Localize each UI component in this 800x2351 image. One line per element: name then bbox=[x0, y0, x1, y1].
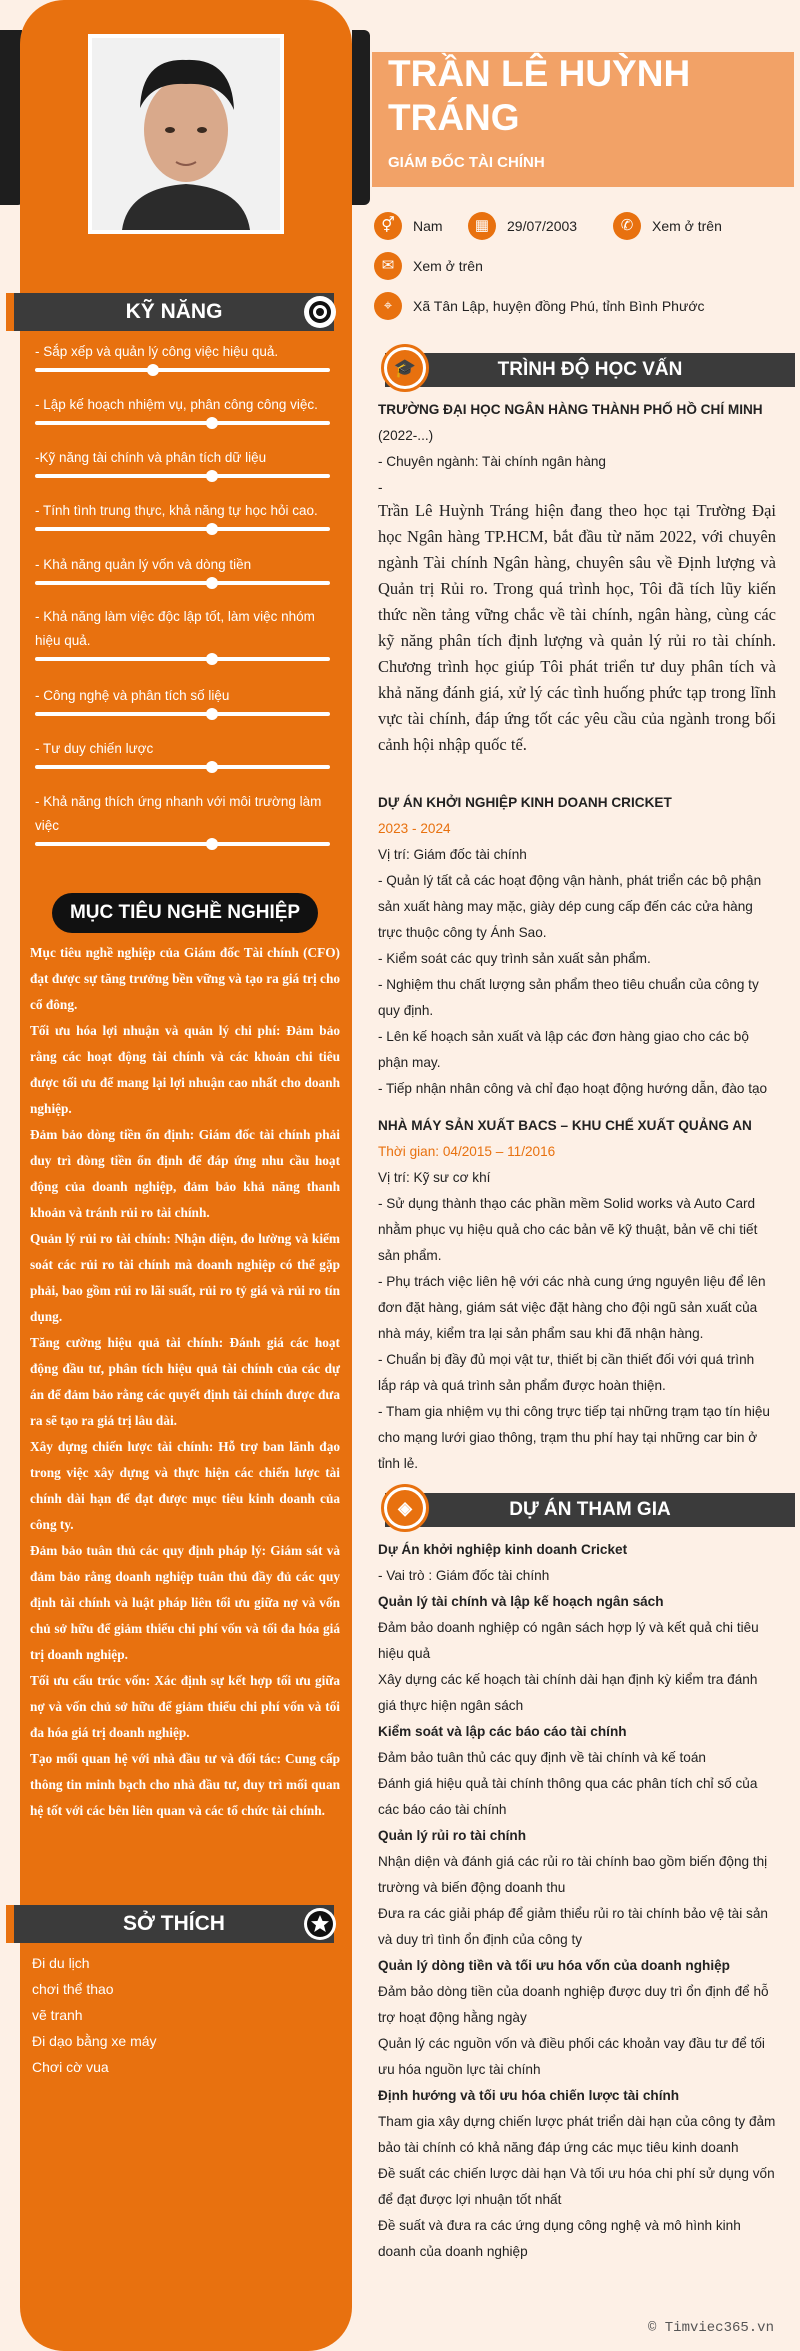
hobby-item: Đi du lịch bbox=[32, 1955, 90, 1971]
project-group-title: Quản lý rủi ro tài chính bbox=[378, 1828, 527, 1843]
education-description: Trần Lê Huỳnh Tráng hiện đang theo học tại Trường Đại học Ngân hàng TP.HCM, bắt đầu từ năm 2022, với chuyên ngành Tài chính Ngân hàng, chuyên sâu về Định lượng và Quản trị Rủi ro. Trong quá trình học, Tôi đã tích lũy kiến thức nền tảng vững chắc về tài chính, ngân hàng, cùng các kỹ năng phân tích định lượng và quản lý rủi ro tài chính. Chương trình học giúp Tôi phát triển tư duy phân tích và khả năng đánh giá, xử lý các tình huống phức tạp trong lĩnh vực tài chính, đáp ứng tốt các yêu cầu của ngành trong bối cảnh hội nhập quốc tế. bbox=[378, 501, 776, 754]
left-accent-bar bbox=[0, 30, 22, 205]
goal-paragraph: Tăng cường hiệu quả tài chính: Đánh giá các hoạt động đầu tư, phân tích hiệu quả tài chính của các dự án để đảm bảo rằng các quyết định tài chính được đưa ra sẽ tạo ra giá trị lâu dài. bbox=[30, 1335, 340, 1428]
graduation-cap-icon: 🎓 bbox=[381, 344, 429, 392]
experience-duty: - Chuẩn bị đầy đủ mọi vật tư, thiết bị cần thiết đối với quá trình lắp ráp và quá trình sản phẩm được hoàn thiện. bbox=[378, 1352, 755, 1393]
experience-2 bbox=[378, 1113, 776, 1477]
experience-duty: - Sử dụng thành thạo các phần mềm Solid works và Auto Card nhằm phục vụ hiệu quả cho các bản vẽ kỹ thuật, bản vẽ chi tiết sản phẩm. bbox=[378, 1196, 758, 1263]
hobbies-heading bbox=[14, 1905, 334, 1943]
job-title: GIÁM ĐỐC TÀI CHÍNH bbox=[388, 154, 545, 171]
skill-label: - Khả năng quản lý vốn và dòng tiền bbox=[35, 557, 252, 572]
calendar-icon: ▦ bbox=[468, 212, 496, 240]
location-icon: ⌖ bbox=[374, 292, 402, 320]
project-group-line: Đảm bảo doanh nghiệp có ngân sách hợp lý và kết quả chi tiêu hiệu quả bbox=[378, 1620, 759, 1661]
experience-period: Thời gian: 04/2015 – 11/2016 bbox=[378, 1144, 556, 1159]
skill-label: - Khả năng thích ứng nhanh với môi trường làm việc bbox=[35, 794, 322, 833]
skill-label: - Khả năng làm việc độc lập tốt, làm việc nhóm hiệu quả. bbox=[35, 609, 315, 648]
goals-text bbox=[30, 940, 340, 1824]
project-group-line: Đảm bảo tuân thủ các quy định về tài chính và kế toán bbox=[378, 1750, 706, 1765]
goal-paragraph: Xây dựng chiến lược tài chính: Hỗ trợ ban lãnh đạo trong việc xây dựng và thực hiện các chiến lược tài chính dài hạn để đạt được mục tiêu kinh doanh của công ty. bbox=[30, 1439, 340, 1532]
skills-heading bbox=[14, 293, 334, 331]
skill-item bbox=[35, 446, 335, 470]
experience-period: 2023 - 2024 bbox=[378, 821, 451, 836]
experience-role: Vị trí: Giám đốc tài chính bbox=[378, 847, 527, 862]
experience-company: DỰ ÁN KHỞI NGHIỆP KINH DOANH CRICKET bbox=[378, 795, 672, 810]
right-accent-bar bbox=[352, 30, 370, 205]
project-group-title: Định hướng và tối ưu hóa chiến lược tài chính bbox=[378, 2088, 680, 2103]
experience-1 bbox=[378, 790, 776, 1102]
goal-paragraph: Đảm bảo dòng tiền ổn định: Giám đốc tài chính phải duy trì dòng tiền ổn định để đáp ứng nhu cầu hoạt động của doanh nghiệp, đảm bảo khả năng thanh khoản và tránh rủi ro tài chính. bbox=[30, 1127, 340, 1220]
skill-level-knob bbox=[147, 364, 159, 376]
gear-icon bbox=[304, 296, 336, 328]
hobbies-list bbox=[32, 1950, 157, 2080]
skill-level-bar bbox=[35, 712, 330, 716]
hobby-item: vẽ tranh bbox=[32, 2007, 83, 2023]
experience-duty: - Tiếp nhận nhân công và chỉ đạo hoạt động hướng dẫn, đào tạo bbox=[378, 1081, 768, 1096]
education-major: - Chuyên ngành: Tài chính ngân hàng bbox=[378, 454, 606, 469]
project-role: - Vai trò : Giám đốc tài chính bbox=[378, 1568, 550, 1583]
experience-duty: - Phụ trách việc liên hệ với các nhà cung ứng nguyên liệu để lên đơn đặt hàng, giám sát việc đặt hàng cho đội ngũ sản xuất của nhà máy, kiểm tra lại sản phẩm sau khi đã nhận hàng. bbox=[378, 1274, 766, 1341]
footer-credit: © Timviec365.vn bbox=[647, 2320, 774, 2336]
project-group-line: Xây dựng các kế hoạch tài chính dài hạn định kỳ kiểm tra đánh giá thực hiện ngân sách bbox=[378, 1672, 758, 1713]
skills-heading-text: KỸ NĂNG bbox=[125, 300, 223, 323]
layers-icon: ◈ bbox=[381, 1484, 429, 1532]
skill-label: - Sắp xếp và quản lý công việc hiệu quả. bbox=[35, 344, 279, 359]
skill-item bbox=[35, 340, 335, 364]
experience-duty: - Quản lý tất cả các hoạt động vận hành, phát triển các bộ phận sản xuất hàng may mặc, giày dép cung cấp đến các cửa hàng trực thuộc công ty Ánh Sao. bbox=[378, 873, 762, 940]
hobby-item: Chơi cờ vua bbox=[32, 2059, 109, 2075]
phone-icon: ✆ bbox=[613, 212, 641, 240]
project-group-line: Quản lý các nguồn vốn và điều phối các khoản vay đầu tư để tối ưu hóa nguồn lực tài chính bbox=[378, 2036, 765, 2077]
dob-value: 29/07/2003 bbox=[507, 218, 578, 234]
candidate-name: TRẦN LÊ HUỲNH TRÁNG bbox=[388, 53, 691, 138]
goal-paragraph: Tối ưu hóa lợi nhuận và quản lý chi phí: Đảm bảo rằng các hoạt động tài chính và các khoản chi tiêu được tối ưu để mang lại lợi nhuận cao nhất cho doanh nghiệp. bbox=[30, 1023, 340, 1116]
experience-duty: - Kiểm soát các quy trình sản xuất sản phẩm. bbox=[378, 951, 651, 966]
avatar-icon bbox=[92, 38, 280, 230]
school-name: TRƯỜNG ĐẠI HỌC NGÂN HÀNG THÀNH PHỐ HỒ CHÍ MINH bbox=[378, 402, 763, 417]
skill-level-knob bbox=[206, 761, 218, 773]
experience-duty: - Lên kế hoạch sản xuất và lập các đơn hàng giao cho các bộ phận may. bbox=[378, 1029, 749, 1070]
project-group-title: Kiểm soát và lập các báo cáo tài chính bbox=[378, 1724, 627, 1739]
skill-level-bar bbox=[35, 368, 330, 372]
education-dash: - bbox=[378, 480, 383, 495]
skill-label: - Lập kế hoạch nhiệm vụ, phân công công việc. bbox=[35, 397, 318, 412]
skill-level-bar bbox=[35, 765, 330, 769]
skill-level-knob bbox=[206, 417, 218, 429]
phone-value: Xem ở trên bbox=[652, 218, 722, 234]
gender-value: Nam bbox=[413, 218, 443, 234]
projects-block bbox=[378, 1537, 776, 2265]
goal-paragraph: Quản lý rủi ro tài chính: Nhận diện, đo lường và kiểm soát các rủi ro tài chính mà doanh nghiệp có thể gặp phải, bao gồm rủi ro lãi suất, rủi ro tỷ giá và rủi ro tín dụng. bbox=[30, 1231, 340, 1324]
skill-item bbox=[35, 393, 335, 417]
experience-duty: - Tham gia nhiệm vụ thi công trực tiếp tại những trạm tạo tín hiệu cho mạng lưới giao thông, trạm thu phí hay tại những car bin ở tỉnh lẻ. bbox=[378, 1404, 770, 1471]
project-group-line: Nhận diện và đánh giá các rủi ro tài chính bao gồm biến động thị trường và biến động doanh thu bbox=[378, 1854, 768, 1895]
skill-level-bar bbox=[35, 657, 330, 661]
project-group-title: Quản lý tài chính và lập kế hoạch ngân sách bbox=[378, 1594, 664, 1609]
goal-paragraph: Đảm bảo tuân thủ các quy định pháp lý: Giám sát và đảm bảo rằng doanh nghiệp tuân thủ đầy đủ các quy định tài chính và luật pháp liên tối ưu giữa nợ và vốn chủ sở hữu để giảm thiểu chi phí vốn và tối đa hóa giá trị doanh nghiệp. bbox=[30, 1543, 340, 1662]
hobby-item: Đi dạo bằng xe máy bbox=[32, 2033, 157, 2049]
address-value: Xã Tân Lập, huyện đồng Phú, tỉnh Bình Phước bbox=[413, 298, 705, 314]
skill-label: - Tính tình trung thực, khả năng tự học hỏi cao. bbox=[35, 503, 318, 518]
skill-level-knob bbox=[206, 577, 218, 589]
star-icon bbox=[304, 1908, 336, 1940]
projects-heading bbox=[385, 1493, 795, 1527]
project-group-title: Quản lý dòng tiền và tối ưu hóa vốn của doanh nghiệp bbox=[378, 1958, 730, 1973]
skill-level-bar bbox=[35, 474, 330, 478]
education-period: (2022-...) bbox=[378, 428, 434, 443]
gender-icon: ⚥ bbox=[374, 212, 402, 240]
profile-photo bbox=[88, 34, 284, 234]
experience-duty: - Nghiệm thu chất lượng sản phẩm theo tiêu chuẩn của công ty quy định. bbox=[378, 977, 759, 1018]
skill-item bbox=[35, 499, 335, 523]
project-group-line: Tham gia xây dựng chiến lược phát triển dài hạn của công ty đảm bảo tài chính có khả năng đáp ứng các mục tiêu kinh doanh bbox=[378, 2114, 776, 2155]
project-group-line: Đảm bảo dòng tiền của doanh nghiệp được duy trì ổn định để hỗ trợ hoạt động hằng ngày bbox=[378, 1984, 769, 2025]
skill-label: -Kỹ năng tài chính và phân tích dữ liệu bbox=[35, 450, 267, 465]
skill-level-bar bbox=[35, 581, 330, 585]
skill-level-bar bbox=[35, 421, 330, 425]
education-heading-text: TRÌNH ĐỘ HỌC VẤN bbox=[497, 359, 683, 380]
skill-label: - Công nghệ và phân tích số liệu bbox=[35, 688, 230, 703]
project-group-line: Đề suất các chiến lược dài hạn Và tối ưu hóa chi phí sử dụng vốn để đạt được lợi nhuận tốt nhất bbox=[378, 2166, 775, 2207]
skill-item bbox=[35, 790, 335, 838]
project-group-line: Đánh giá hiệu quả tài chính thông qua các phân tích chỉ số của các báo cáo tài chính bbox=[378, 1776, 758, 1817]
goals-heading: MỤC TIÊU NGHỀ NGHIỆP bbox=[52, 893, 318, 933]
experience-role: Vị trí: Kỹ sư cơ khí bbox=[378, 1170, 491, 1185]
skill-item bbox=[35, 553, 335, 577]
project-name: Dự Án khởi nghiệp kinh doanh Cricket bbox=[378, 1542, 628, 1557]
goal-paragraph: Mục tiêu nghề nghiệp của Giám đốc Tài chính (CFO) đạt được sự tăng trưởng bền vững và tạo ra giá trị cho cổ đông. bbox=[30, 945, 340, 1012]
skill-level-knob bbox=[206, 470, 218, 482]
hobbies-heading-text: SỞ THÍCH bbox=[123, 1912, 225, 1935]
email-value: Xem ở trên bbox=[413, 258, 483, 274]
skill-item bbox=[35, 605, 335, 653]
skill-level-knob bbox=[206, 523, 218, 535]
skill-level-knob bbox=[206, 838, 218, 850]
hobby-item: chơi thể thao bbox=[32, 1981, 114, 1997]
skill-level-bar bbox=[35, 842, 330, 846]
skill-label: - Tư duy chiến lược bbox=[35, 741, 154, 756]
email-icon: ✉ bbox=[374, 252, 402, 280]
project-group-line: Đưa ra các giải pháp để giảm thiểu rủi ro tài chính bảo vệ tài sản và duy trì tình ổn định của công ty bbox=[378, 1906, 768, 1947]
skill-level-knob bbox=[206, 653, 218, 665]
education-block bbox=[378, 397, 776, 501]
experience-company: NHÀ MÁY SẢN XUẤT BACS – KHU CHẾ XUẤT QUẢNG AN bbox=[378, 1118, 752, 1133]
education-heading bbox=[385, 353, 795, 387]
projects-heading-text: DỰ ÁN THAM GIA bbox=[509, 1499, 671, 1520]
goal-paragraph: Tối ưu cấu trúc vốn: Xác định sự kết hợp tối ưu giữa nợ và vốn chủ sở hữu để giảm thiểu chi phí vốn và tối đa hóa giá trị doanh nghiệp. bbox=[30, 1673, 340, 1740]
skill-level-bar bbox=[35, 527, 330, 531]
skill-level-knob bbox=[206, 708, 218, 720]
skill-item bbox=[35, 737, 335, 761]
skill-item bbox=[35, 684, 335, 708]
goal-paragraph: Tạo mối quan hệ với nhà đầu tư và đối tác: Cung cấp thông tin minh bạch cho nhà đầu tư, duy trì mối quan hệ tốt với các bên liên quan và các tổ chức tài chính. bbox=[30, 1751, 340, 1818]
project-group-line: Đề suất và đưa ra các ứng dụng công nghệ và mô hình kinh doanh của doanh nghiệp bbox=[378, 2218, 741, 2259]
